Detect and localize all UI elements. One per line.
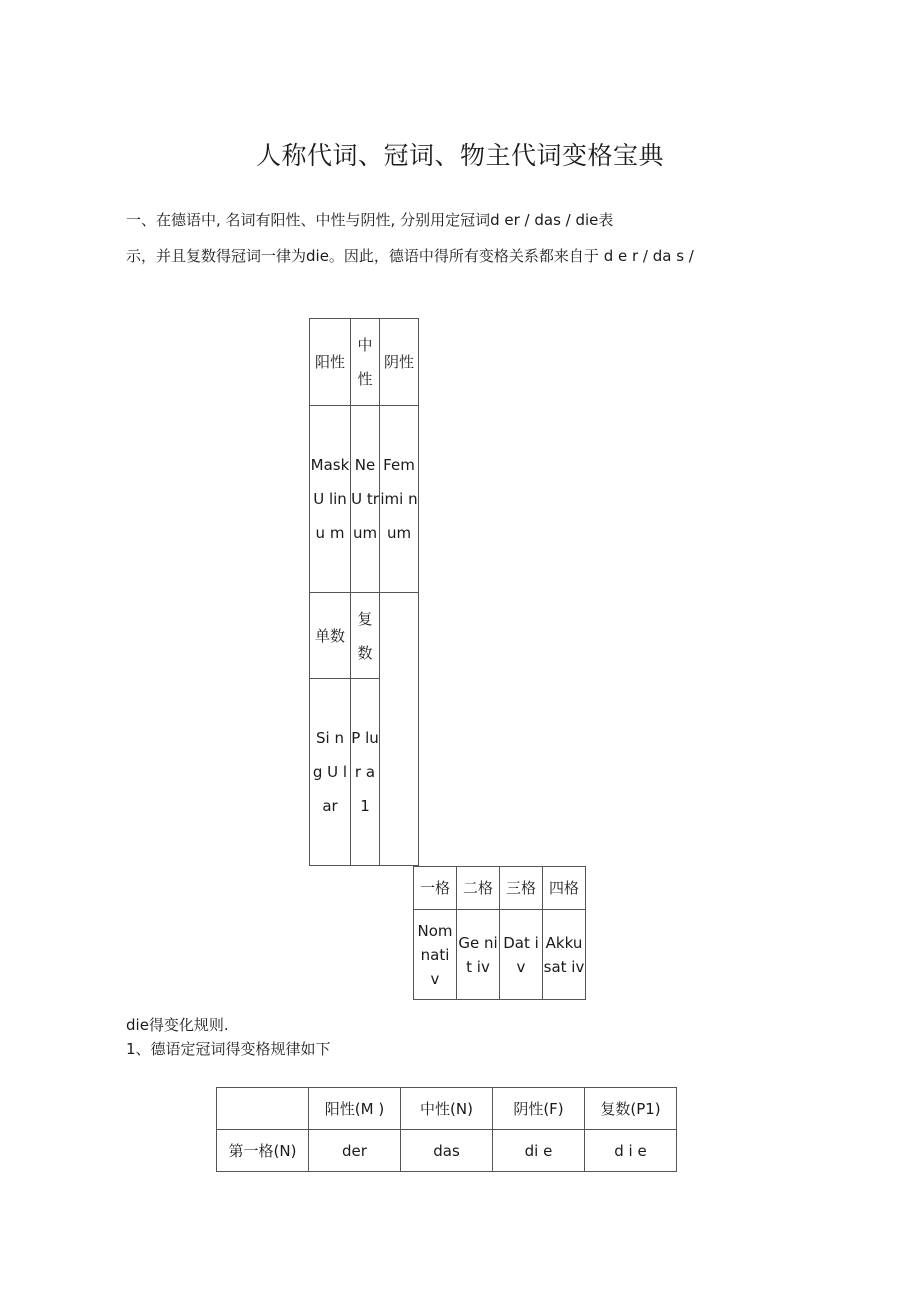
intro-line-1: 一、在德语中, 名词有阳性、中性与阴性, 分别用定冠词d er / das / die表 [126,211,614,229]
gender-latin-feminine: Fem imi num [380,406,419,593]
number-latin-singular: Si n g U lar [310,679,351,866]
article-header-plural: 复数(P1) [585,1088,677,1130]
article-cell: di e [493,1130,585,1172]
case-header-3: 三格 [500,867,543,910]
number-header-singular: 单数 [310,593,351,679]
article-row-label: 第一格(N) [217,1130,309,1172]
gender-header-masculine: 阳性 [310,319,351,406]
article-header-feminine: 阴性(F) [493,1088,585,1130]
definite-article-table [216,1087,677,1172]
case-header-4: 四格 [543,867,586,910]
article-header-masculine: 阳性(M ) [309,1088,401,1130]
after-text: die得变化规则. [126,1016,229,1034]
article-cell: der [309,1130,401,1172]
gender-latin-masculine: Mask U linu m [310,406,351,593]
case-table [413,866,586,1000]
article-header-empty [217,1088,309,1130]
gender-number-table [309,318,419,866]
number-header-plural: 复数 [351,593,380,679]
gender-latin-neuter: Ne U tr um [351,406,380,593]
case-latin-2: Ge nit iv [457,910,500,1000]
article-cell: d i e [585,1130,677,1172]
case-latin-4: Akku sat iv [543,910,586,1000]
article-cell: das [401,1130,493,1172]
intro-line-2: 示，并且复数得冠词一律为die。因此，德语中得所有变格关系都来自于 d e r / da s / [126,247,694,265]
case-latin-1: Nom nati v [414,910,457,1000]
empty-cell [380,593,419,866]
article-header-neuter: 中性(N) [401,1088,493,1130]
number-latin-plural: P lu r a 1 [351,679,380,866]
case-header-1: 一格 [414,867,457,910]
page-title: 人称代词、冠词、物主代词变格宝典 [255,141,664,170]
gender-header-neuter: 中性 [351,319,380,406]
gender-header-feminine: 阴性 [380,319,419,406]
case-latin-3: Dat i v [500,910,543,1000]
case-header-2: 二格 [457,867,500,910]
section-1-heading: 1、德语定冠词得变格规律如下 [126,1040,331,1058]
